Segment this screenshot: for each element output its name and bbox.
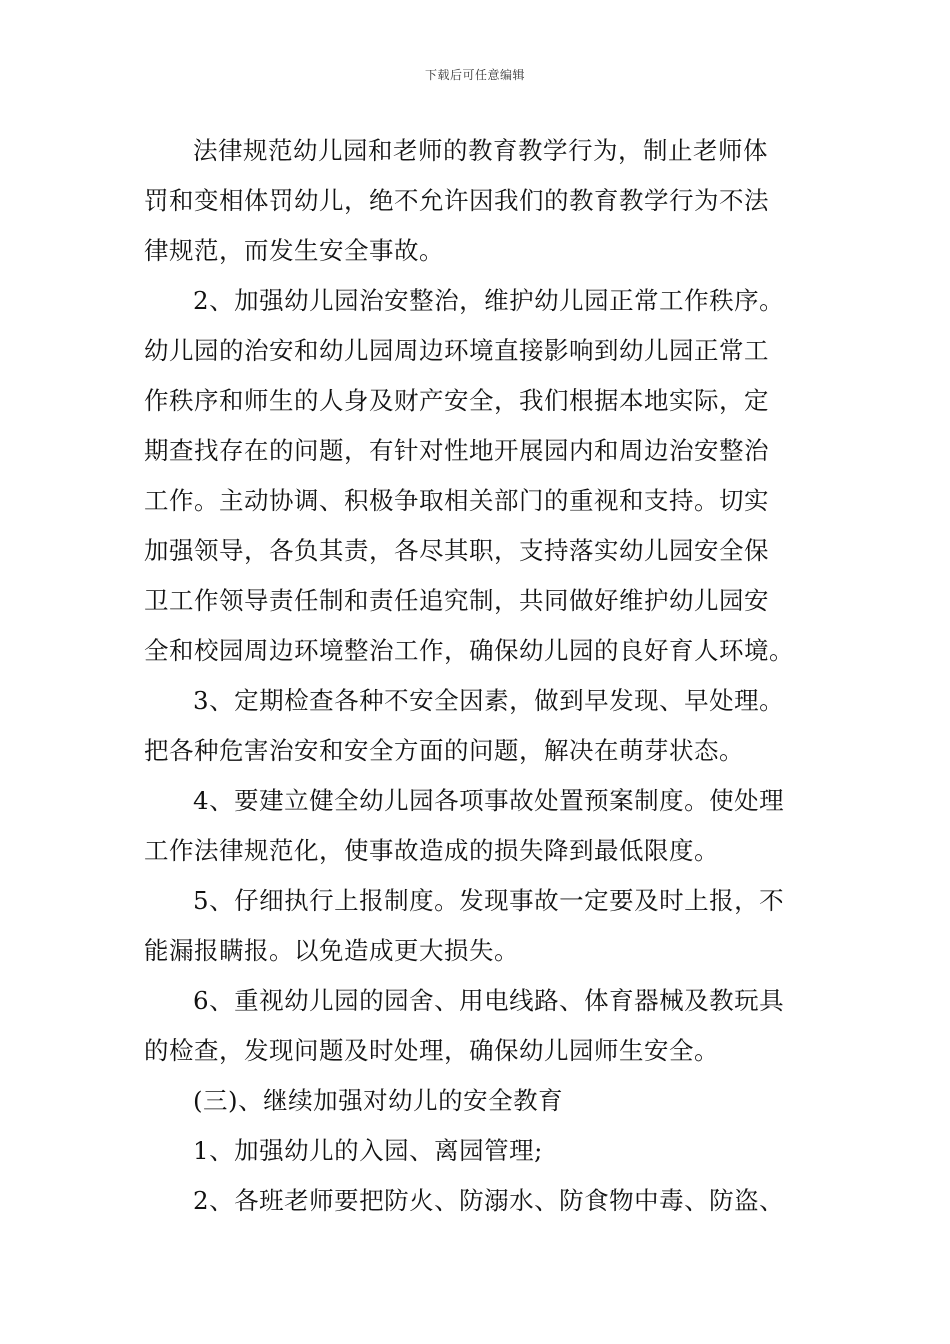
text-line: 全和校园周边环境整治工作，确保幼儿园的良好育人环境。 — [144, 636, 794, 665]
text-line: 1、加强幼儿的入园、离园管理; — [193, 1136, 543, 1165]
text-line: 4、要建立健全幼儿园各项事故处置预案制度。使处理 — [193, 786, 785, 815]
text-line: 把各种危害治安和安全方面的问题，解决在萌芽状态。 — [144, 736, 744, 765]
text-line: 的检查，发现问题及时处理，确保幼儿园师生安全。 — [144, 1036, 719, 1065]
text-line: 5、仔细执行上报制度。发现事故一定要及时上报，不 — [193, 886, 785, 915]
text-line: 3、定期检查各种不安全因素，做到早发现、早处理。 — [193, 686, 785, 715]
text-line: 作秩序和师生的人身及财产安全，我们根据本地实际，定 — [144, 386, 769, 415]
text-line: 罚和变相体罚幼儿，绝不允许因我们的教育教学行为不法 — [144, 186, 769, 215]
text-line: 6、重视幼儿园的园舍、用电线路、体育器械及教玩具 — [193, 986, 785, 1015]
document-body — [144, 126, 808, 1226]
text-line: (三)、继续加强对幼儿的安全教育 — [193, 1086, 564, 1115]
text-line: 能漏报瞒报。以免造成更大损失。 — [144, 936, 519, 965]
text-line: 2、加强幼儿园治安整治，维护幼儿园正常工作秩序。 — [193, 286, 785, 315]
text-line: 卫工作领导责任制和责任追究制，共同做好维护幼儿园安 — [144, 586, 769, 615]
text-line: 2、各班老师要把防火、防溺水、防食物中毒、防盗、 — [193, 1186, 785, 1215]
text-line: 法律规范幼儿园和老师的教育教学行为，制止老师体 — [193, 136, 768, 165]
text-line: 工作。主动协调、积极争取相关部门的重视和支持。切实 — [144, 486, 769, 515]
text-line: 幼儿园的治安和幼儿园周边环境直接影响到幼儿园正常工 — [144, 336, 769, 365]
text-line: 加强领导，各负其责，各尽其职，支持落实幼儿园安全保 — [144, 536, 769, 565]
text-line: 期查找存在的问题，有针对性地开展园内和周边治安整治 — [144, 436, 769, 465]
header-note: 下载后可任意编辑 — [424, 68, 525, 82]
text-line: 律规范，而发生安全事故。 — [144, 236, 444, 265]
text-line: 工作法律规范化，使事故造成的损失降到最低限度。 — [144, 836, 719, 865]
